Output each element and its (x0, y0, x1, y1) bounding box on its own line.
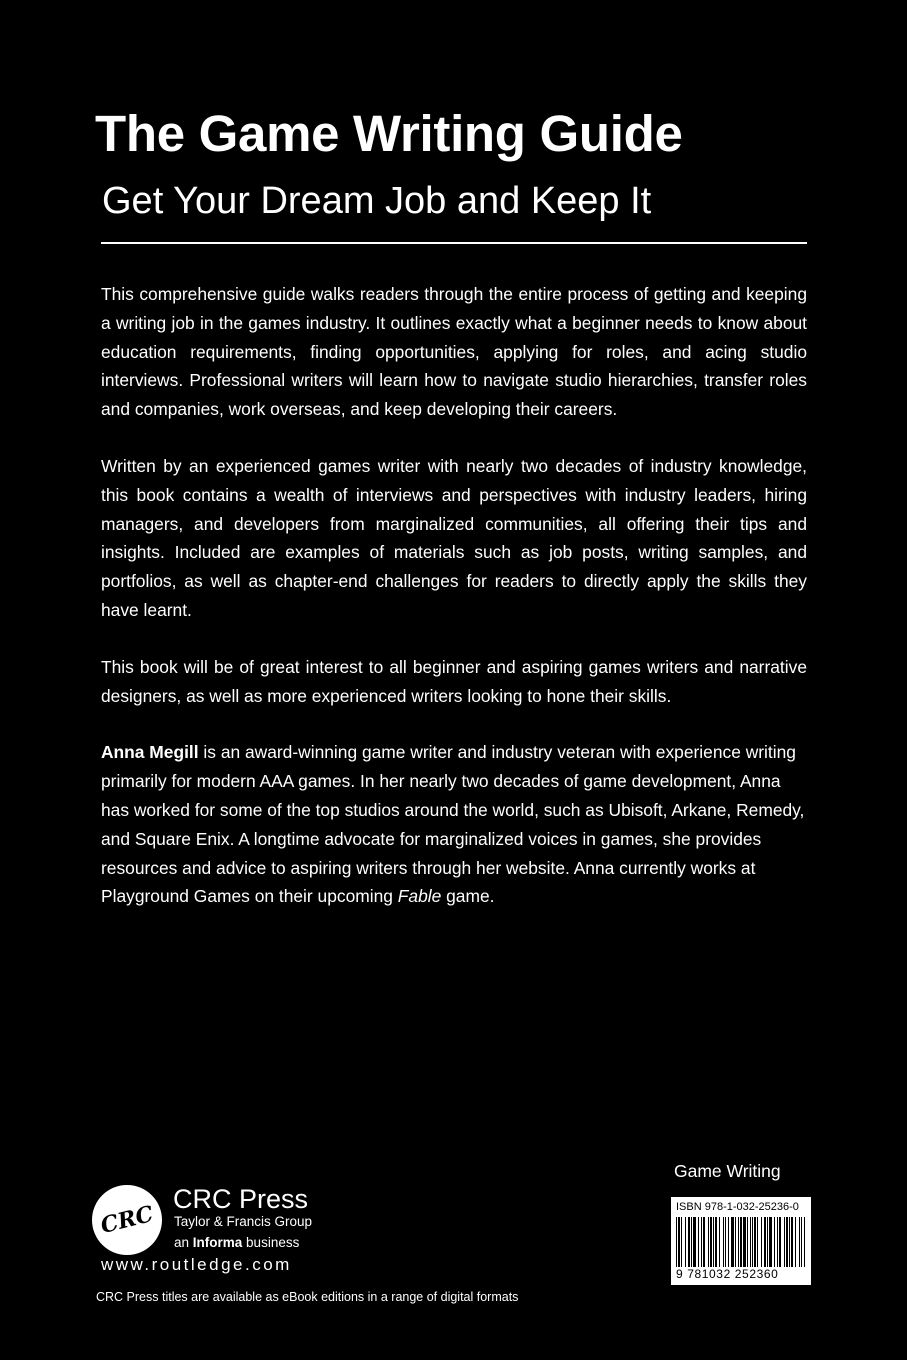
barcode-bar (738, 1217, 739, 1267)
book-title: The Game Writing Guide (95, 105, 683, 162)
blurb-paragraph-1: This comprehensive guide walks readers through the entire process of getting and keeping a writing job in the games industry. It outlines exactly what a beginner needs to know about education requirements, finding opportunities, applying for roles, and acing studio interviews. Professional writers will learn how to navigate studio hierarchies, transfer roles and companies, work overseas, and keep developing their careers. (101, 284, 807, 420)
barcode-bar (769, 1217, 772, 1267)
barcode-bar (703, 1217, 705, 1267)
author-bio-text-2: game. (441, 886, 495, 907)
author-name: Anna Megill (101, 742, 199, 763)
informa-brand: Informa (192, 1235, 243, 1250)
barcode-bar (676, 1217, 677, 1267)
isbn-number: ISBN 978-1-032-25236-0 (676, 1201, 799, 1213)
barcode-bar (752, 1217, 753, 1267)
isbn-barcode (671, 1197, 811, 1285)
barcode-bar (774, 1217, 775, 1267)
title-divider (101, 242, 807, 244)
publisher-name: CRC Press (173, 1184, 309, 1214)
ebook-note: CRC Press titles are available as eBook editions in a range of digital formats (96, 1290, 519, 1304)
barcode-bar (801, 1217, 802, 1267)
barcode-bar (757, 1217, 758, 1267)
publisher-business-line: an Informa business (174, 1235, 300, 1250)
publisher-group: Taylor & Francis Group (174, 1214, 313, 1229)
blurb (101, 280, 807, 939)
blurb-paragraph-2: Written by an experienced games writer with nearly two decades of industry knowledge, this book contains a wealth of interviews and perspectives with industry leaders, hiring managers, and developers from marginalized communities, all offering their tips and insights. Included are examples of materials such as job posts, writing samples, and portfolios, as well as chapter-end challenges for readers to directly apply the skills they have learnt. (101, 455, 807, 620)
blurb-paragraph-3: This book will be of great interest to all beginner and aspiring games writers and narrative designers, as well as more experienced writers looking to hone their skills. (101, 656, 807, 706)
barcode-bar (777, 1217, 778, 1267)
barcode-digits: 9 781032 252360 (676, 1267, 779, 1281)
barcode-bar (698, 1217, 699, 1267)
barcode-bar (747, 1217, 748, 1267)
author-bio-text-1: is an award-winning game writer and industry veteran with experience writing primarily for modern AAA games. In her nearly two decades of game development, Anna has worked for some of the top studios around the world, such as Ubisoft, Arkane, Remedy, and Square Enix. A longtime advocate for marginalized voices in games, she provides resources and advice to aspiring writers through her website. Anna currently works at Playground Games on their upcoming (101, 742, 805, 907)
barcode-bar (728, 1217, 729, 1267)
barcode-bar (691, 1217, 692, 1267)
barcode-bar (701, 1217, 702, 1267)
barcode-bar (688, 1217, 690, 1267)
barcode-bar (795, 1217, 796, 1267)
barcode-bar (678, 1217, 680, 1267)
author-bio (101, 738, 807, 911)
barcode-bar (708, 1217, 709, 1267)
barcode-bar (764, 1217, 766, 1267)
barcode-bar (784, 1217, 785, 1267)
author-bio-game-title: Fable (397, 886, 442, 907)
crc-logo (92, 1185, 162, 1255)
barcode-bar (719, 1217, 720, 1267)
barcode-bar (743, 1217, 746, 1267)
publisher-website: www.routledge.com (101, 1255, 292, 1274)
barcode-bar (786, 1217, 788, 1267)
barcode-bar (693, 1217, 696, 1267)
barcode-bar (791, 1217, 793, 1267)
barcode-bars (676, 1217, 806, 1267)
barcode-bar (715, 1217, 717, 1267)
barcode-bar (725, 1217, 726, 1267)
barcode-bar (740, 1217, 742, 1267)
crc-logo-text: CRC (97, 1200, 157, 1240)
barcode-bar (685, 1217, 686, 1267)
barcode-bar (681, 1217, 682, 1267)
barcode-bar (789, 1217, 790, 1267)
book-subtitle: Get Your Dream Job and Keep It (102, 180, 652, 222)
barcode-bar (779, 1217, 781, 1267)
barcode-bar (754, 1217, 756, 1267)
barcode-bar (804, 1217, 805, 1267)
barcode-bar (731, 1217, 734, 1267)
barcode-bar (767, 1217, 768, 1267)
barcode-bar (799, 1217, 800, 1267)
barcode-bar (713, 1217, 714, 1267)
barcode-bar (735, 1217, 736, 1267)
barcode-bar (761, 1217, 762, 1267)
barcode-bar (750, 1217, 751, 1267)
subject-category: Game Writing (674, 1161, 781, 1181)
barcode-bar (710, 1217, 712, 1267)
barcode-bar (723, 1217, 724, 1267)
